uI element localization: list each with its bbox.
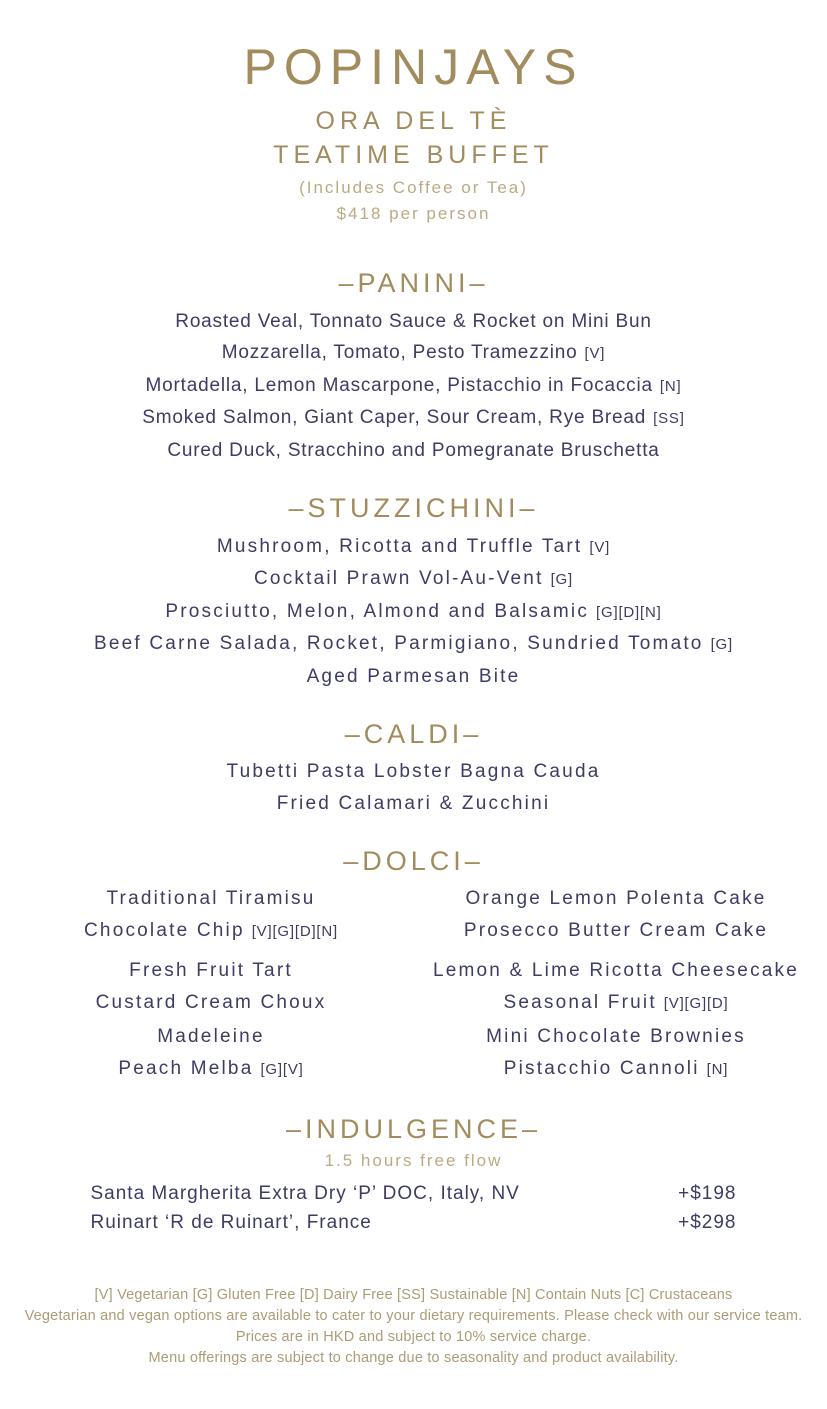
menu-item <box>9 1021 414 1054</box>
wine-price: +$198 <box>678 1183 737 1205</box>
dietary-options-note: Vegetarian and vegan options are available to cater to your dietary requirements. Please check with our service team. <box>24 1308 803 1325</box>
menu-item <box>9 1053 414 1087</box>
wine-name: Ruinart ‘R de Ruinart’, France <box>90 1212 372 1234</box>
dietary-tags: [N] <box>659 377 682 395</box>
panini-items <box>0 306 827 467</box>
dietary-tags: [V] <box>589 538 611 556</box>
menu-header <box>0 39 827 223</box>
menu-item <box>0 402 827 435</box>
menu-item-name: Custard Cream Choux <box>95 992 327 1014</box>
menu-item-name: Tubetti Pasta Lobster Bagna Cauda <box>226 761 601 783</box>
menu-item <box>414 1053 819 1087</box>
menu-item-name: Mortadella, Lemon Mascarpone, Pistacchio in Focaccia <box>145 374 653 396</box>
menu-item-name: Fresh Fruit Tart <box>129 959 293 981</box>
menu-item <box>0 531 827 564</box>
dietary-tags: [V] <box>584 345 606 363</box>
menu-item <box>0 370 827 403</box>
menu-item <box>0 563 827 596</box>
restaurant-name: POPINJAYS <box>243 39 584 95</box>
wine-name: Santa Margherita Extra Dry ‘P’ DOC, Italy, NV <box>90 1183 520 1205</box>
menu-item <box>0 596 827 629</box>
menu-item-name: Fried Calamari & Zucchini <box>276 792 551 814</box>
stuzzichini-items <box>0 531 827 693</box>
menu-item <box>0 306 827 338</box>
menu-item <box>414 915 819 949</box>
wine-row <box>91 1179 737 1208</box>
menu-item-name: Chocolate Chip <box>84 920 245 942</box>
menu-item-name: Prosciutto, Melon, Almond and Balsamic <box>165 600 590 622</box>
section-heading-caldi: –CALDI– <box>344 719 483 750</box>
menu-item <box>9 883 414 916</box>
dietary-tags: [G] <box>710 636 733 654</box>
menu-item <box>9 987 414 1021</box>
dolci-two-column-list <box>9 883 819 1087</box>
menu-item-name: Mini Chocolate Brownies <box>486 1025 746 1047</box>
section-heading-panini: –PANINI– <box>338 268 489 299</box>
menu-item-name: Roasted Veal, Tonnato Sauce & Rocket on Mini Bun <box>175 310 652 332</box>
dietary-tags: [SS] <box>653 410 685 428</box>
menu-item <box>414 1021 819 1054</box>
menu-item-name: Mushroom, Ricotta and Truffle Tart <box>216 535 583 557</box>
menu-item-name: Madeleine <box>157 1025 265 1047</box>
menu-item <box>0 756 827 788</box>
menu-item <box>0 337 827 370</box>
menu-item <box>0 628 827 661</box>
menu-item-name: Smoked Salmon, Giant Caper, Sour Cream, Rye Bread <box>142 407 647 429</box>
menu-item <box>0 435 827 467</box>
dietary-legend: [V] Vegetarian [G] Gluten Free [D] Dairy Free [SS] Sustainable [N] Contain Nuts [C] Crustaceans <box>94 1287 733 1304</box>
section-heading-dolci: –DOLCI– <box>343 846 484 877</box>
menu-item-name: Peach Melba <box>118 1058 254 1080</box>
menu-item <box>0 788 827 820</box>
menu-item <box>9 915 414 949</box>
section-heading-indulgence: –INDULGENCE– <box>285 1113 542 1144</box>
menu-price-per-person: $418 per person <box>336 203 491 223</box>
menu-item-name: Traditional Tiramisu <box>106 887 316 909</box>
section-heading-stuzzichini: –STUZZICHINI– <box>288 493 539 524</box>
pricing-note: Prices are in HKD and subject to 10% service charge. <box>235 1329 592 1346</box>
menu-item-name: Cocktail Prawn Vol-Au-Vent <box>254 568 544 590</box>
section-stuzzichini <box>0 494 827 692</box>
dietary-tags: [V][G][D][N] <box>251 923 338 941</box>
dietary-tags: [G][D][N] <box>596 603 662 621</box>
menu-inclusion-note: (Includes Coffee or Tea) <box>299 178 528 197</box>
menu-item <box>414 987 819 1021</box>
menu-subtitle-english: TEATIME BUFFET <box>273 141 554 169</box>
wine-list <box>91 1179 737 1237</box>
free-flow-note: 1.5 hours free flow <box>324 1151 503 1171</box>
wine-price: +$298 <box>678 1212 737 1234</box>
caldi-items <box>0 756 827 819</box>
menu-subtitle-italian: ORA DEL TÈ <box>315 107 512 135</box>
menu-item-name: Beef Carne Salada, Rocket, Parmigiano, Sundried Tomato <box>94 633 704 655</box>
menu-item-name: Seasonal Fruit <box>503 992 657 1014</box>
menu-item-name: Orange Lemon Polenta Cake <box>465 887 767 909</box>
menu-item-name: Aged Parmesan Bite <box>306 665 521 687</box>
menu-item <box>414 883 819 916</box>
menu-footer <box>0 1285 827 1369</box>
dietary-tags: [N] <box>706 1061 729 1079</box>
section-caldi <box>0 720 827 819</box>
dietary-tags: [G][V] <box>260 1061 304 1079</box>
section-panini <box>0 269 827 466</box>
menu-item <box>414 955 819 988</box>
menu-item <box>0 661 827 693</box>
menu-item-name: Pistacchio Cannoli <box>503 1058 700 1080</box>
dietary-tags: [V][G][D] <box>663 995 729 1013</box>
menu-item-name: Cured Duck, Stracchino and Pomegranate Bruschetta <box>167 439 660 461</box>
section-indulgence <box>0 1115 827 1238</box>
wine-row <box>91 1208 737 1237</box>
seasonality-note: Menu offerings are subject to change due to seasonality and product availability. <box>148 1350 679 1367</box>
menu-item-name: Prosecco Butter Cream Cake <box>463 920 769 942</box>
menu-item-name: Mozzarella, Tomato, Pesto Tramezzino <box>221 342 578 364</box>
section-dolci <box>0 847 827 1086</box>
dietary-tags: [G] <box>550 571 573 589</box>
menu-item-name: Lemon & Lime Ricotta Cheesecake <box>432 959 800 981</box>
menu-item <box>9 955 414 988</box>
